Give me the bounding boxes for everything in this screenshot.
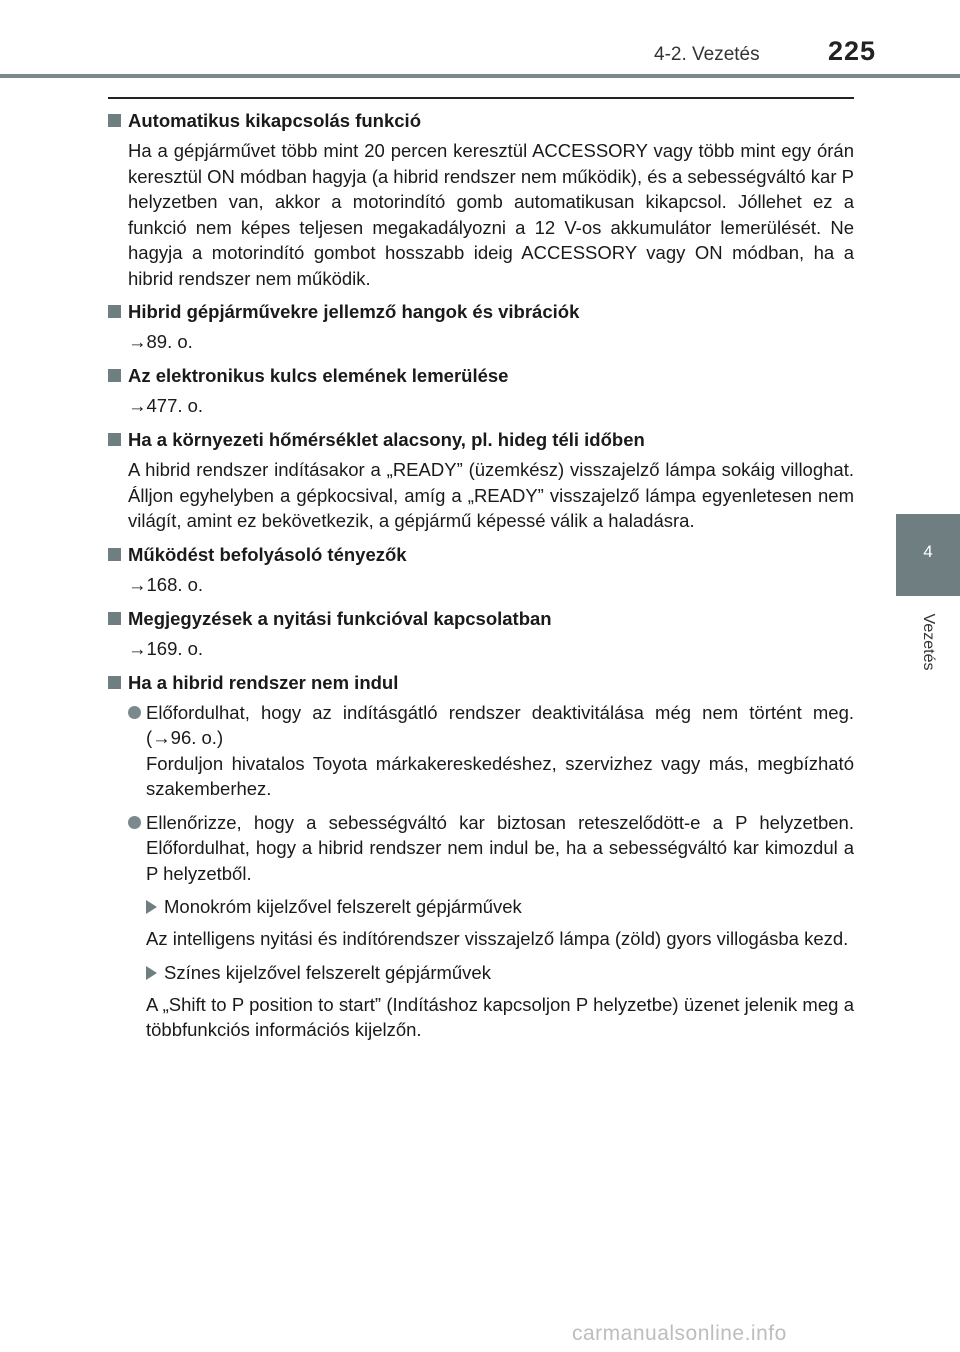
square-bullet-icon (108, 676, 121, 689)
heading-text: Ha a környezeti hőmérséklet alacsony, pl. hideg téli időben (128, 429, 645, 450)
section-key-battery (108, 363, 854, 419)
section-heading (108, 606, 854, 632)
triangle-bullet-icon (146, 966, 157, 980)
square-bullet-icon (108, 548, 121, 561)
section-text: Ha a gépjárművet több mint 20 percen keresztül ACCESSORY vagy több mint egy órán keresztül ON módban hagyja (a hibrid rendszer nem működik), és a sebességváltó kar P helyzetben van, akkor a motorindító gomb automatikusan kikapcsol. Jóllehet ez a funkció nem képes teljesen megakadályozni a 12 V-os akkumulátor lemerülését. Ne hagyja a motorindító gombot hosszabb ideig ACCESSORY vagy ON módban, ha a hibrid rendszer nem működik. (128, 140, 854, 289)
square-bullet-icon (108, 369, 121, 382)
heading-text: Működést befolyásoló tényezők (128, 543, 407, 565)
list-item (108, 810, 854, 887)
sub-heading (108, 960, 854, 986)
section-cold-weather (108, 427, 854, 534)
round-bullet-icon (128, 706, 141, 719)
header-section-title: 4-2. Vezetés (654, 44, 760, 65)
page-reference: →89. o. (128, 331, 193, 352)
square-bullet-icon (108, 305, 121, 318)
section-heading (108, 363, 854, 389)
chapter-label (896, 596, 960, 692)
heading-text: Megjegyzések a nyitási funkcióval kapcsolatban (128, 607, 552, 629)
section-heading (108, 670, 854, 696)
header-divider (0, 74, 960, 78)
page-header (0, 0, 960, 82)
section-factors (108, 542, 854, 598)
square-bullet-icon (108, 114, 121, 127)
section-unlock-notes (108, 606, 854, 662)
heading-text: Automatikus kikapcsolás funkció (128, 110, 422, 131)
page-content (108, 108, 854, 1051)
section-sounds (108, 299, 854, 355)
square-bullet-icon (108, 433, 121, 446)
watermark: carmanualsonline.info (572, 1322, 787, 1345)
chapter-label-text: Vezetés (920, 613, 937, 671)
round-bullet-icon (128, 816, 141, 829)
page-reference: →169. o. (128, 637, 204, 659)
heading-text: Ha a hibrid rendszer nem indul (128, 671, 399, 693)
list-item (108, 700, 854, 802)
section-text: A hibrid rendszer indításakor a „READY” (üzemkész) visszajelző lámpa sokáig villoghat. Álljon egyhelyben a gépkocsival, amíg a „READY” visszajelző lámpa egyenletesen nem világít, amint ez bekövetkezik, a gépjármű képessé válik a haladásra. (128, 459, 854, 531)
section-no-start (108, 670, 854, 1043)
square-bullet-icon (108, 612, 121, 625)
heading-text: Hibrid gépjárművekre jellemző hangok és vibrációk (128, 301, 580, 322)
page-number: 225 (828, 36, 877, 66)
bullet-text: Ellenőrizze, hogy a sebességváltó kar biztosan reteszelődött-e a P helyzetben. Előfordulhat, hogy a hibrid rendszer nem indul be, ha a sebességváltó kar kimozdul a P helyzetből. (146, 811, 854, 884)
sub-heading (108, 894, 854, 920)
page-reference: →168. o. (128, 573, 204, 595)
sub-heading-text: Színes kijelzővel felszerelt gépjárművek (164, 961, 491, 983)
section-heading (108, 299, 854, 325)
chapter-number: 4 (923, 542, 933, 561)
section-heading (108, 427, 854, 453)
bullet-text: Előfordulhat, hogy az indításgátló rendszer deaktivitálása még nem történt meg. (→96. o.) (146, 701, 854, 748)
section-auto-off (108, 108, 854, 291)
bullet-text: Forduljon hivatalos Toyota márkakereskedéshez, szervizhez vagy más, megbízható szakemberhez. (146, 752, 854, 799)
page-reference: →477. o. (128, 395, 204, 416)
triangle-bullet-icon (146, 900, 157, 914)
section-heading (108, 108, 854, 134)
chapter-tab (896, 514, 960, 596)
heading-text: Az elektronikus kulcs elemének lemerülése (128, 365, 509, 386)
content-divider (108, 97, 854, 99)
sub-text: A „Shift to P position to start” (Indításhoz kapcsoljon P helyzetbe) üzenet jelenik meg a többfunkciós információs kijelzőn. (146, 993, 854, 1040)
sub-text: Az intelligens nyitási és indítórendszer visszajelző lámpa (zöld) gyors villogásba kezd. (146, 928, 849, 949)
sub-heading-text: Monokróm kijelzővel felszerelt gépjárművek (164, 896, 522, 917)
section-heading (108, 542, 854, 568)
